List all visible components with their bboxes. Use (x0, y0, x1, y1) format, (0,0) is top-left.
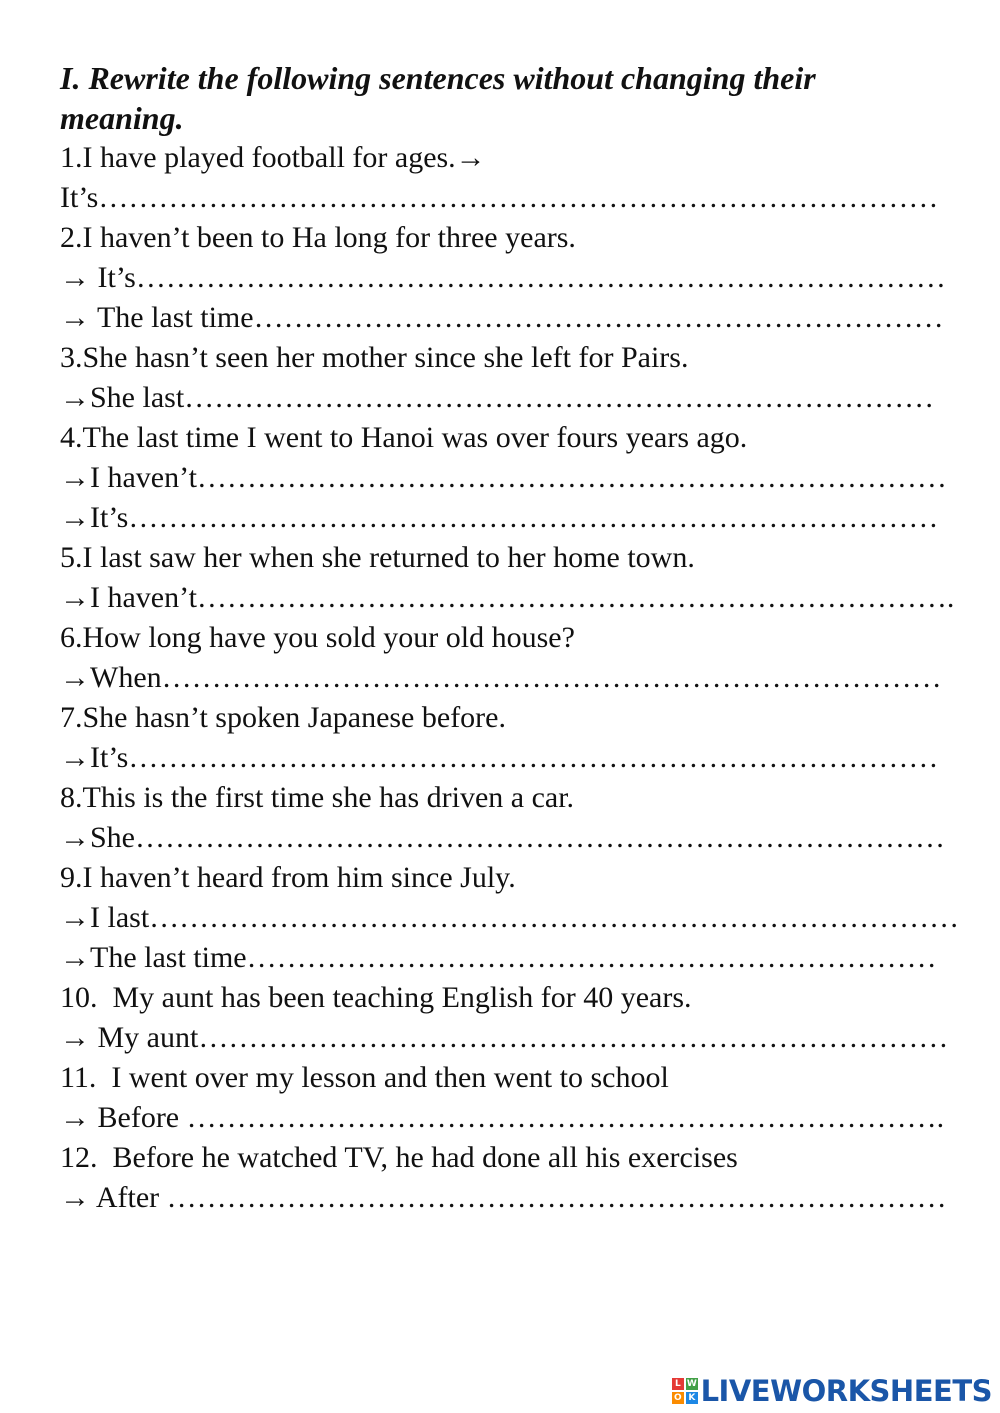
exercise-line: → The last time…………………………………………………………… (60, 301, 944, 334)
exercise-line: →I haven’t…………………………………………………………………. (60, 581, 955, 614)
exercise-line: →When…………………………………………………………………… (60, 661, 942, 694)
exercise-line: 11. I went over my lesson and then went to school (60, 1061, 669, 1094)
exercise-line: →It’s……………………………………………………………………… (60, 501, 939, 534)
exercise-line: →She last………………………………………………………………… (60, 381, 935, 414)
exercise-line: → It’s……………………………………………………………………… (60, 261, 946, 294)
logo-letter: L (672, 1378, 684, 1390)
exercise-line: 7.She hasn’t spoken Japanese before. (60, 701, 506, 734)
exercise-line: →The last time…………………………………………………………… (60, 941, 937, 974)
exercise-line: →It’s……………………………………………………………………… (60, 741, 939, 774)
liveworksheets-brand (672, 1373, 992, 1409)
instruction-heading: I. Rewrite the following sentences without changing their meaning. (60, 60, 816, 136)
exercise-line: 9.I haven’t heard from him since July. (60, 861, 516, 894)
exercise-line: 6.How long have you sold your old house? (60, 621, 575, 654)
brand-logo-icon (672, 1378, 698, 1404)
exercise-line: 5.I last saw her when she returned to her home town. (60, 541, 695, 574)
exercise-line: → My aunt………………………………………………………………… (60, 1021, 949, 1054)
worksheet (60, 58, 960, 1218)
logo-letter: O (672, 1392, 684, 1404)
exercise-line: 3.She hasn’t seen her mother since she left for Pairs. (60, 341, 689, 374)
exercise-line: → After …………………………………………………………………… (60, 1181, 947, 1214)
exercise-line: It’s………………………………………………………………………… (60, 181, 939, 214)
exercise-line: 2.I haven’t been to Ha long for three years. (60, 221, 576, 254)
brand-name: LIVEWORKSHEETS (700, 1374, 992, 1408)
exercise-line: →I last……………………………………………………………………… (60, 901, 960, 934)
exercise-line: → Before …………………………………………………………………. (60, 1101, 945, 1134)
exercise-line: →She……………………………………………………………………… (60, 821, 945, 854)
exercise-line: 12. Before he watched TV, he had done all his exercises (60, 1141, 738, 1174)
exercise-lines (60, 138, 960, 1218)
exercise-line: →I haven’t………………………………………………………………… (60, 461, 947, 494)
logo-letter: W (686, 1379, 697, 1389)
exercise-line: 8.This is the first time she has driven a car. (60, 781, 575, 814)
exercise-line: 4.The last time I went to Hanoi was over fours years ago. (60, 421, 748, 454)
logo-letter: K (686, 1392, 698, 1404)
exercise-line: 10. My aunt has been teaching English for 40 years. (60, 981, 692, 1014)
exercise-line: 1.I have played football for ages.→ (60, 141, 486, 174)
